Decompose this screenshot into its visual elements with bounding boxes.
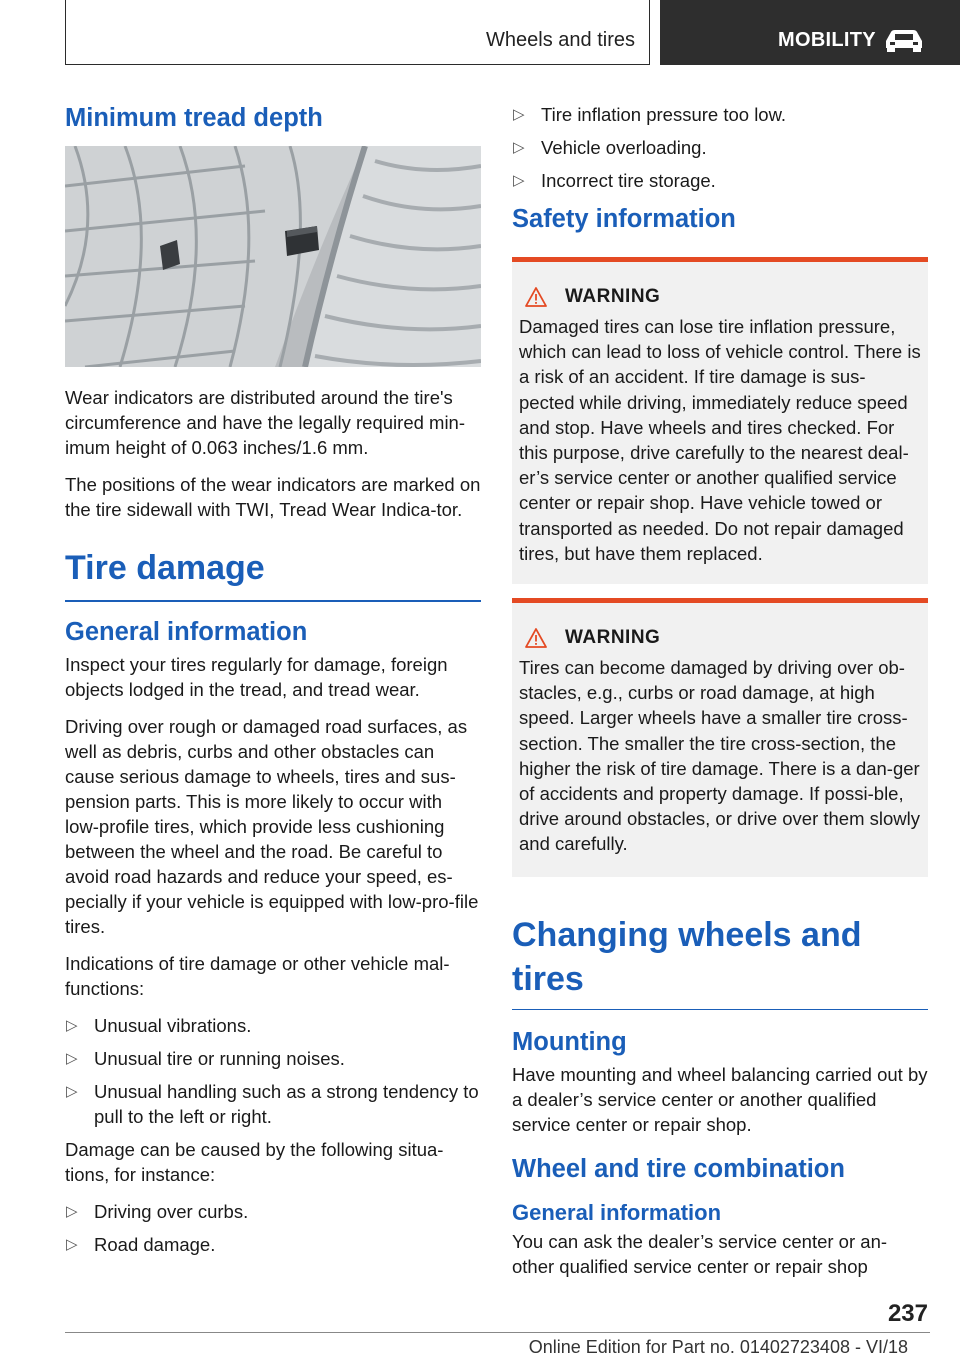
heading-tire-damage: Tire damage [65, 549, 265, 587]
heading-changing-wheels-and-tires: Changing wheels and tires [512, 915, 862, 998]
right-column [512, 102, 928, 1291]
triangle-bullet-icon: ▷ [66, 1235, 78, 1253]
heading-wheel-tire-combination: Wheel and tire combination [512, 1155, 845, 1184]
list-item: ▷ Road damage. [66, 1233, 216, 1255]
header-chapter-label: MOBILITY [778, 29, 876, 51]
warning-text: Tires can become damaged by driving over ob-stacles, e.g., curbs or road damage, at high speed. Larger wheels have a smaller tire cross-section. The smaller the tire cross-section, the higher the risk of tire damage. There is a dan-ger of accidents and property damage. If possi-ble, drive around obstacles, or drive over them slowly and carefully. [519, 657, 921, 855]
list-causes-continued [512, 102, 928, 193]
page-number: 237 [887, 1300, 928, 1327]
list-item: ▷ Unusual vibrations. [66, 1014, 252, 1036]
triangle-bullet-icon: ▷ [513, 106, 525, 123]
list-causes [65, 1199, 481, 1257]
paragraph-general: You can ask the dealer’s service center or an-other qualified service center or repair shop [512, 1231, 888, 1278]
header-section-box [65, 0, 650, 65]
warning-header [525, 286, 921, 308]
header-chapter-tab [660, 0, 960, 65]
paragraph-mounting: Have mounting and wheel balancing carried out by a dealer’s service center or another qualified service center or repair shop. [512, 1064, 928, 1136]
triangle-bullet-icon: ▷ [66, 1202, 78, 1220]
heading-minimum-tread-depth: Minimum tread depth [65, 104, 323, 132]
list-item: ▷ Vehicle overloading. [513, 137, 707, 158]
header-section-title: Wheels and tires [486, 29, 635, 51]
left-column [65, 102, 481, 1265]
footer-edition: Online Edition for Part no. 01402723408 - VI/18 [528, 1337, 908, 1357]
paragraph-general-4: Damage can be caused by the following situa-tions, for instance: [65, 1138, 444, 1185]
car-icon [882, 26, 926, 54]
warning-title: WARNING [565, 627, 661, 649]
heading-rule [65, 600, 481, 602]
tire-tread-wear-indicator-illustration [65, 146, 481, 367]
list-item: ▷ Driving over curbs. [66, 1200, 249, 1222]
heading-general-information-2: General information [512, 1200, 722, 1226]
paragraph-tread-1: Wear indicators are distributed around the tire's circumference and have the legally required min-imum height of 0.063 inches/1.6 mm. [65, 387, 466, 458]
paragraph-general-2: Driving over rough or damaged road surfaces, as well as debris, curbs and other obstacles can cause serious damage to wheels, tires and sus-pension parts. This is more likely to occur with low-profile tires, which provide less cushioning between the wheel and the road. Be careful to avoid road hazards and reduce your speed, es-pecially if your vehicle is equipped with low-pro-file tires. [65, 715, 479, 937]
warning-box-1 [512, 257, 928, 584]
heading-general-information: General information [65, 617, 308, 646]
list-item: ▷ Tire inflation pressure too low. [513, 104, 787, 125]
paragraph-general-1: Inspect your tires regularly for damage, foreign objects lodged in the tread, and tread wear. [65, 653, 448, 700]
triangle-bullet-icon: ▷ [66, 1049, 78, 1067]
list-item: ▷ Unusual handling such as a strong tendency to pull to the left or right. [66, 1080, 479, 1127]
triangle-bullet-icon: ▷ [66, 1016, 78, 1034]
warning-title: WARNING [565, 286, 661, 307]
triangle-bullet-icon: ▷ [513, 172, 525, 189]
heading-mounting: Mounting [512, 1028, 627, 1057]
footer-rule [65, 1332, 930, 1333]
list-indications [65, 1013, 481, 1129]
warning-text: Damaged tires can lose tire inflation pressure, which can lead to loss of vehicle control. There is a risk of an accident. If tire damage is sus-pected while driving, immediately reduce speed and stop. Have wheels and tires checked. For this purpose, drive carefully to the nearest deal-er’s service center or another qualified service center or repair shop. Have vehicle towed or transported as needed. Do not repair damaged tires, but have them replaced. [519, 316, 921, 564]
warning-triangle-icon [525, 287, 547, 307]
triangle-bullet-icon: ▷ [513, 139, 525, 156]
paragraph-tread-2: The positions of the wear indicators are marked on the tire sidewall with TWI, Tread Wear Indica-tor. [65, 474, 481, 520]
warning-header [525, 627, 921, 649]
triangle-bullet-icon: ▷ [66, 1082, 78, 1100]
warning-box-2 [512, 598, 928, 877]
list-item: ▷ Unusual tire or running noises. [66, 1047, 345, 1069]
paragraph-general-3: Indications of tire damage or other vehicle mal-functions: [65, 952, 450, 999]
heading-safety-information: Safety information [512, 205, 736, 233]
heading-rule [512, 1009, 928, 1011]
warning-triangle-icon [525, 628, 547, 648]
list-item: ▷ Incorrect tire storage. [513, 170, 716, 191]
